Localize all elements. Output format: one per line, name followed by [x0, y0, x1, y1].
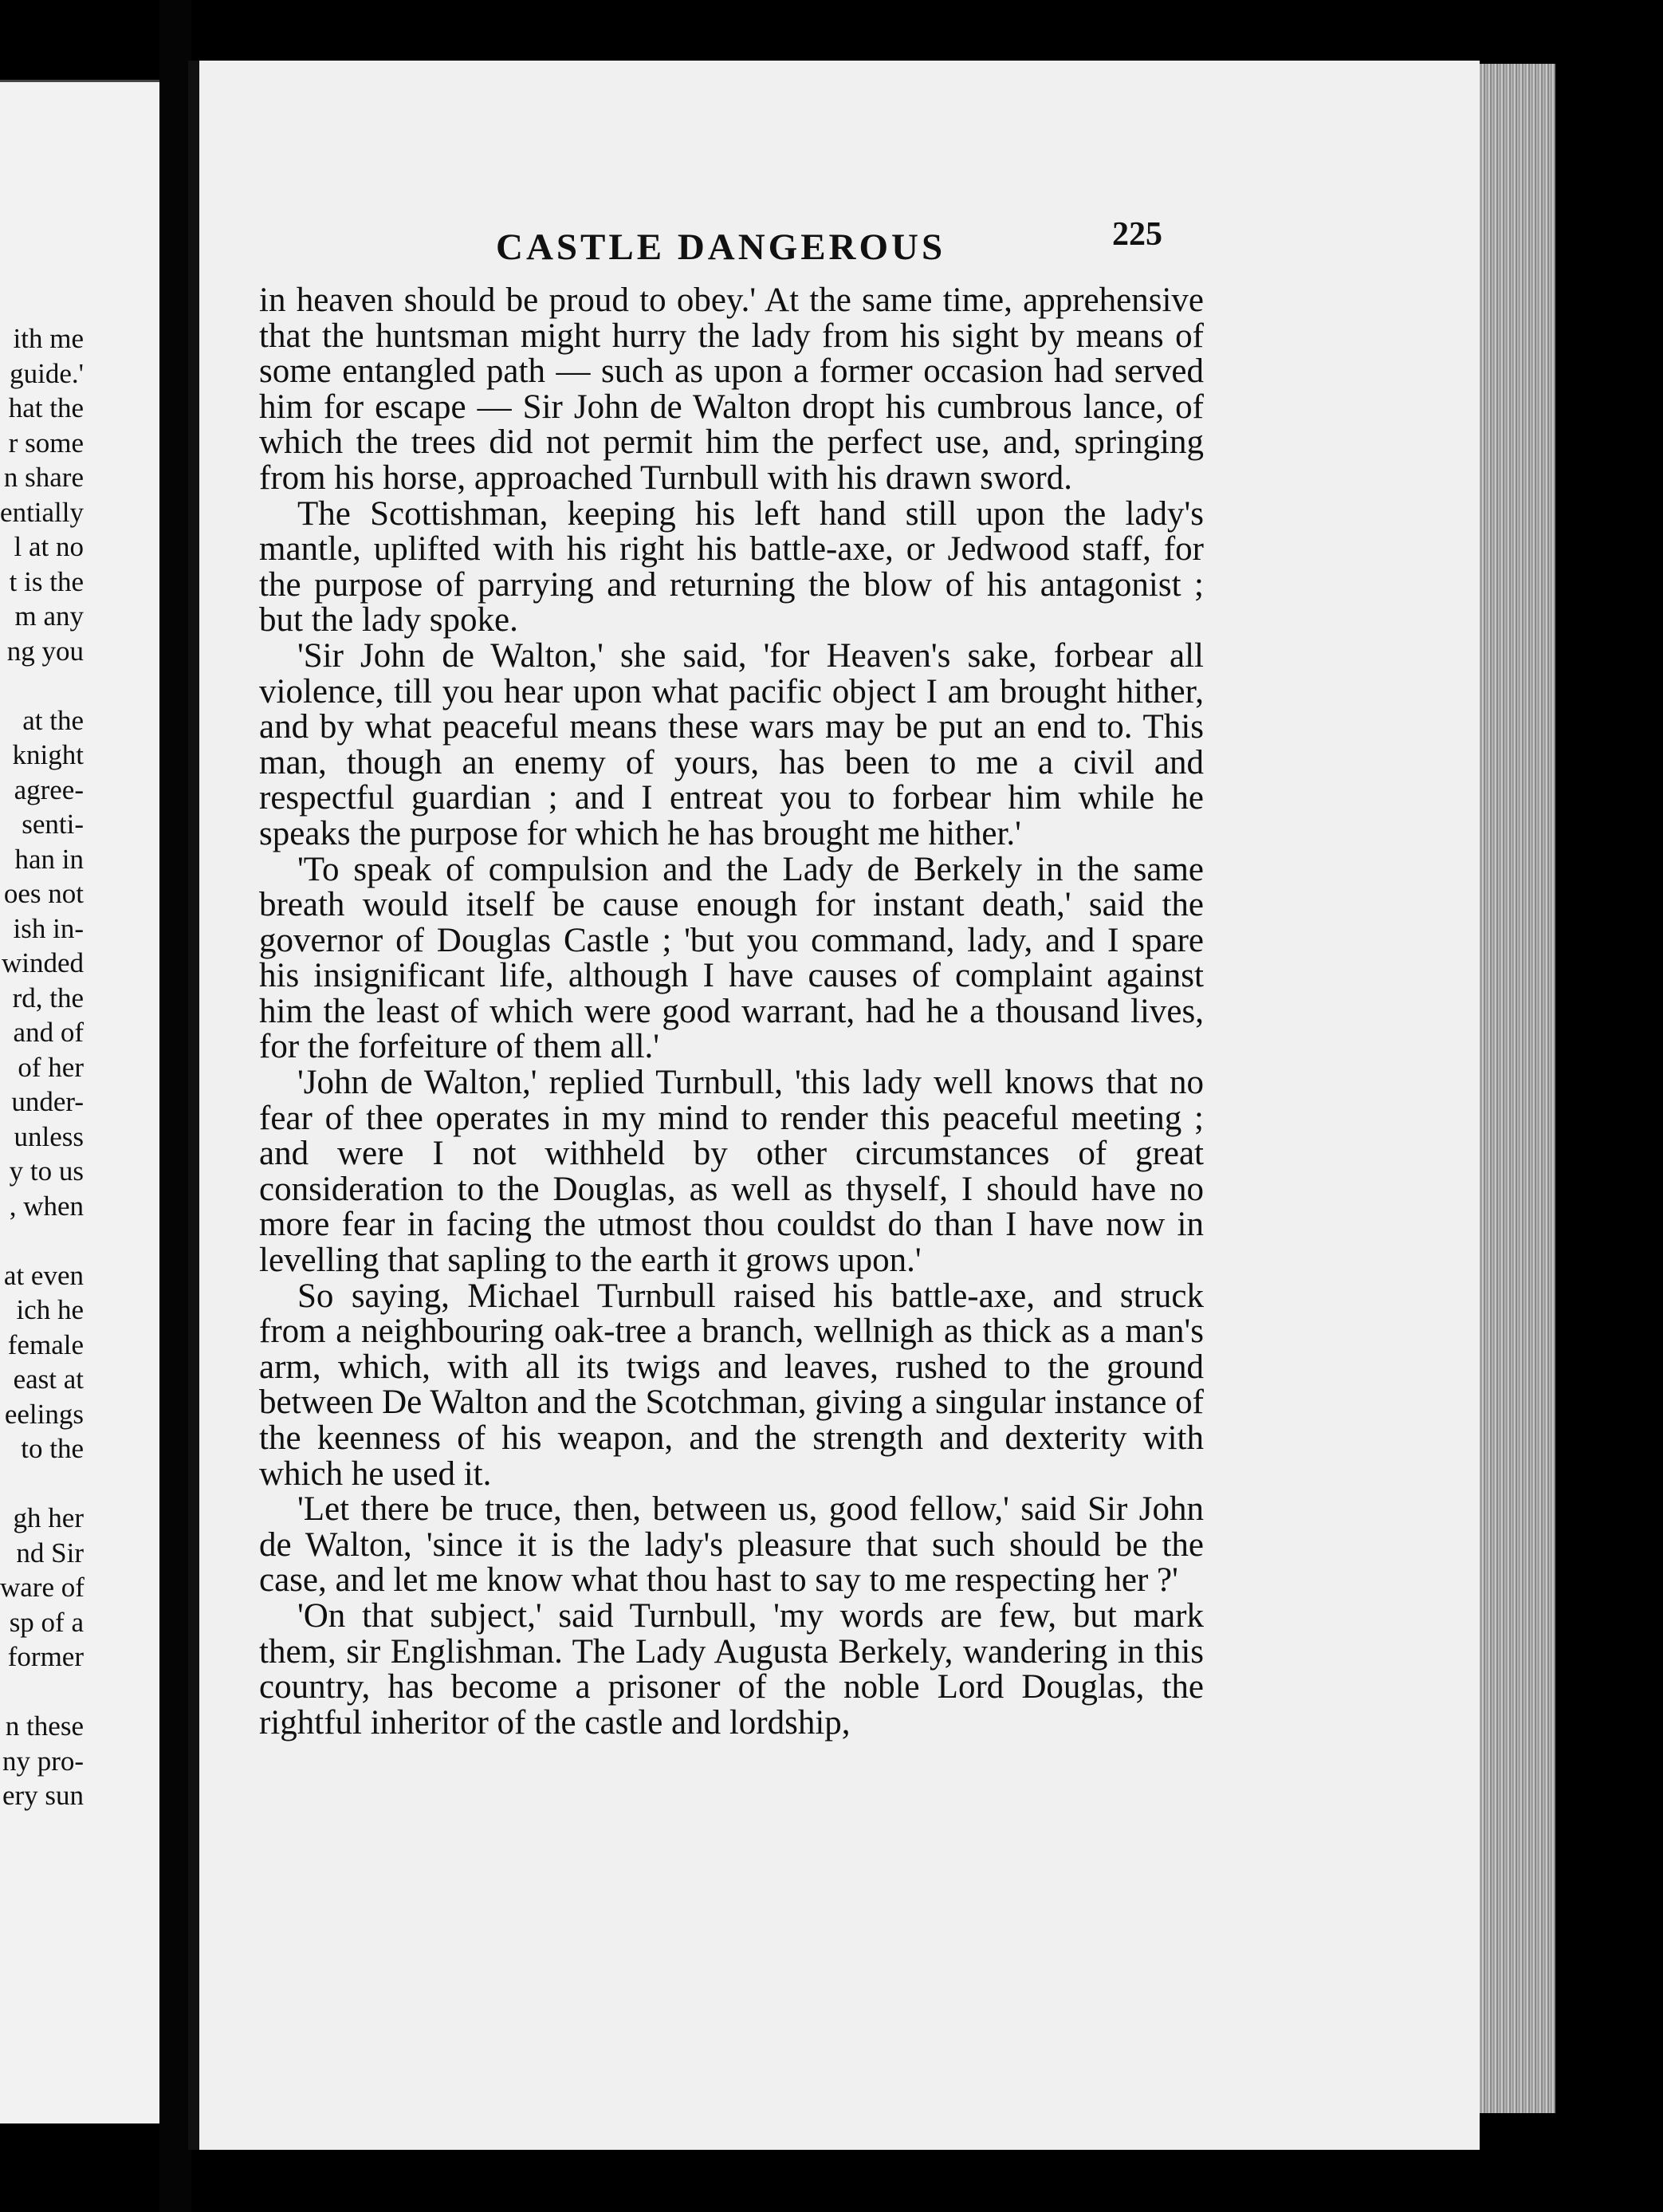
left-page-line: r some [8, 427, 84, 459]
paragraph: 'To speak of compulsion and the Lady de Berkely in the same breath would itself be cause enough for instant death,' said the governor of Douglas Castle ; 'but you command, lady, and I spare his insignificant life, although I have causes of complaint against him the least of which were good warrant, had he a thousand lives, for the forfeiture of them all.' [259, 850, 1204, 1066]
left-page-line: eelings [4, 1398, 84, 1430]
left-page-line [0, 1223, 84, 1258]
left-page-line [0, 1675, 84, 1710]
left-page-line: m any [14, 600, 84, 632]
left-page-line: under- [11, 1086, 84, 1117]
left-page-line: female [7, 1328, 84, 1360]
left-page-line: ny pro- [2, 1745, 84, 1777]
left-page-line: at the [22, 704, 84, 736]
left-page-line: sp of a [9, 1606, 84, 1638]
left-page-line: hat the [8, 392, 84, 423]
left-page-line: to the [21, 1433, 84, 1464]
paragraph: So saying, Michael Turnbull raised his battle-axe, and struck from a neighbouring oak-tree a branch, wellnigh as thick as a man's arm, which, with all its twigs and leaves, rushed to the ground between De Walton and the Scotchman, giving a singular instance of the keenness of his weapon, and the strength and dexterity with which he used it. [259, 1277, 1204, 1493]
left-page-line: ish in- [13, 912, 84, 944]
left-page-line: entially [0, 496, 84, 528]
left-page-line: nd Sir [16, 1537, 84, 1568]
paragraph: 'Let there be truce, then, between us, good fellow,' said Sir John de Walton, 'since it is the lady's pleasure that such should be the case, and let me know what thou hast to say to me respecting her ?' [259, 1490, 1204, 1600]
left-page-line: east at [13, 1364, 84, 1395]
page-number: 225 [1112, 216, 1162, 253]
left-page-line: agree- [14, 773, 84, 805]
left-page-line: han in [14, 843, 84, 875]
left-page-line: rd, the [12, 982, 84, 1014]
body-text [259, 283, 1204, 1741]
left-page-line: y to us [9, 1155, 84, 1187]
left-page-line: and of [13, 1017, 84, 1048]
paragraph: in heaven should be proud to obey.' At the same time, apprehensive that the huntsman might hurry the lady from his sight by means of some entangled path — such as upon a former occasion had served him for escape — Sir John de Walton dropt his cumbrous lance, of which the trees did not permit him the perfect use, and, springing from his horse, approached Turnbull with his drawn sword. [259, 281, 1204, 497]
left-page-line: oes not [3, 878, 84, 909]
left-page-text [0, 321, 159, 1813]
left-page [0, 80, 159, 2123]
left-page-line [0, 668, 84, 703]
left-page-line: ich he [16, 1294, 84, 1325]
left-page-line: ith me [13, 323, 84, 354]
left-page-line: of her [18, 1051, 84, 1083]
book-gutter [159, 0, 191, 2212]
left-page-line: n share [3, 462, 84, 493]
left-page-line: ery sun [2, 1780, 84, 1811]
page-edges [1480, 64, 1555, 2113]
left-page-line: t is the [9, 565, 84, 597]
left-page-line: ng you [6, 635, 84, 667]
left-page-line: senti- [22, 809, 84, 840]
left-page-line: at even [3, 1259, 84, 1291]
left-page-line: winded [1, 947, 84, 978]
left-page-line: guide.' [10, 357, 84, 389]
left-page-line: knight [12, 739, 84, 770]
paragraph: 'On that subject,' said Turnbull, 'my words are few, but mark them, sir Englishman. The Lady Augusta Berkely, wandering in this country, has become a prisoner of the noble Lord Douglas, the rightful inheritor of the castle and lordship, [259, 1596, 1204, 1742]
left-page-line: ware of [0, 1572, 85, 1603]
paragraph: The Scottishman, keeping his left hand still upon the lady's mantle, uplifted with his right his battle-axe, or Jedwood staff, for the purpose of parrying and returning the blow of his antagonist ; but the lady spoke. [259, 494, 1204, 640]
left-page-line: , when [9, 1190, 84, 1222]
left-page-line: unless [14, 1120, 84, 1152]
left-page-line [0, 1466, 84, 1502]
left-page-line: n these [5, 1710, 84, 1742]
left-page-line: former [7, 1641, 84, 1672]
left-page-line: gh her [13, 1502, 84, 1533]
running-header: CASTLE DANGEROUS [496, 226, 946, 268]
paragraph: 'Sir John de Walton,' she said, 'for Heaven's sake, forbear all violence, till you hear upon what pacific object I am brought hither, and by what peaceful means these wars may be put an end to. This man, though an enemy of yours, has been to me a civil and respectful guardian ; and I entreat you to forbear him while he speaks the purpose for which he has brought me hither.' [259, 636, 1204, 852]
paragraph: 'John de Walton,' replied Turnbull, 'this lady well knows that no fear of thee operates in my mind to render this peaceful meeting ; and were I not withheld by other circumstances of great consideration to the Douglas, as well as thyself, I should have no more fear in facing the utmost thou couldst do than I have now in levelling that sapling to the earth it grows upon.' [259, 1064, 1204, 1280]
left-page-line: l at no [14, 531, 84, 562]
